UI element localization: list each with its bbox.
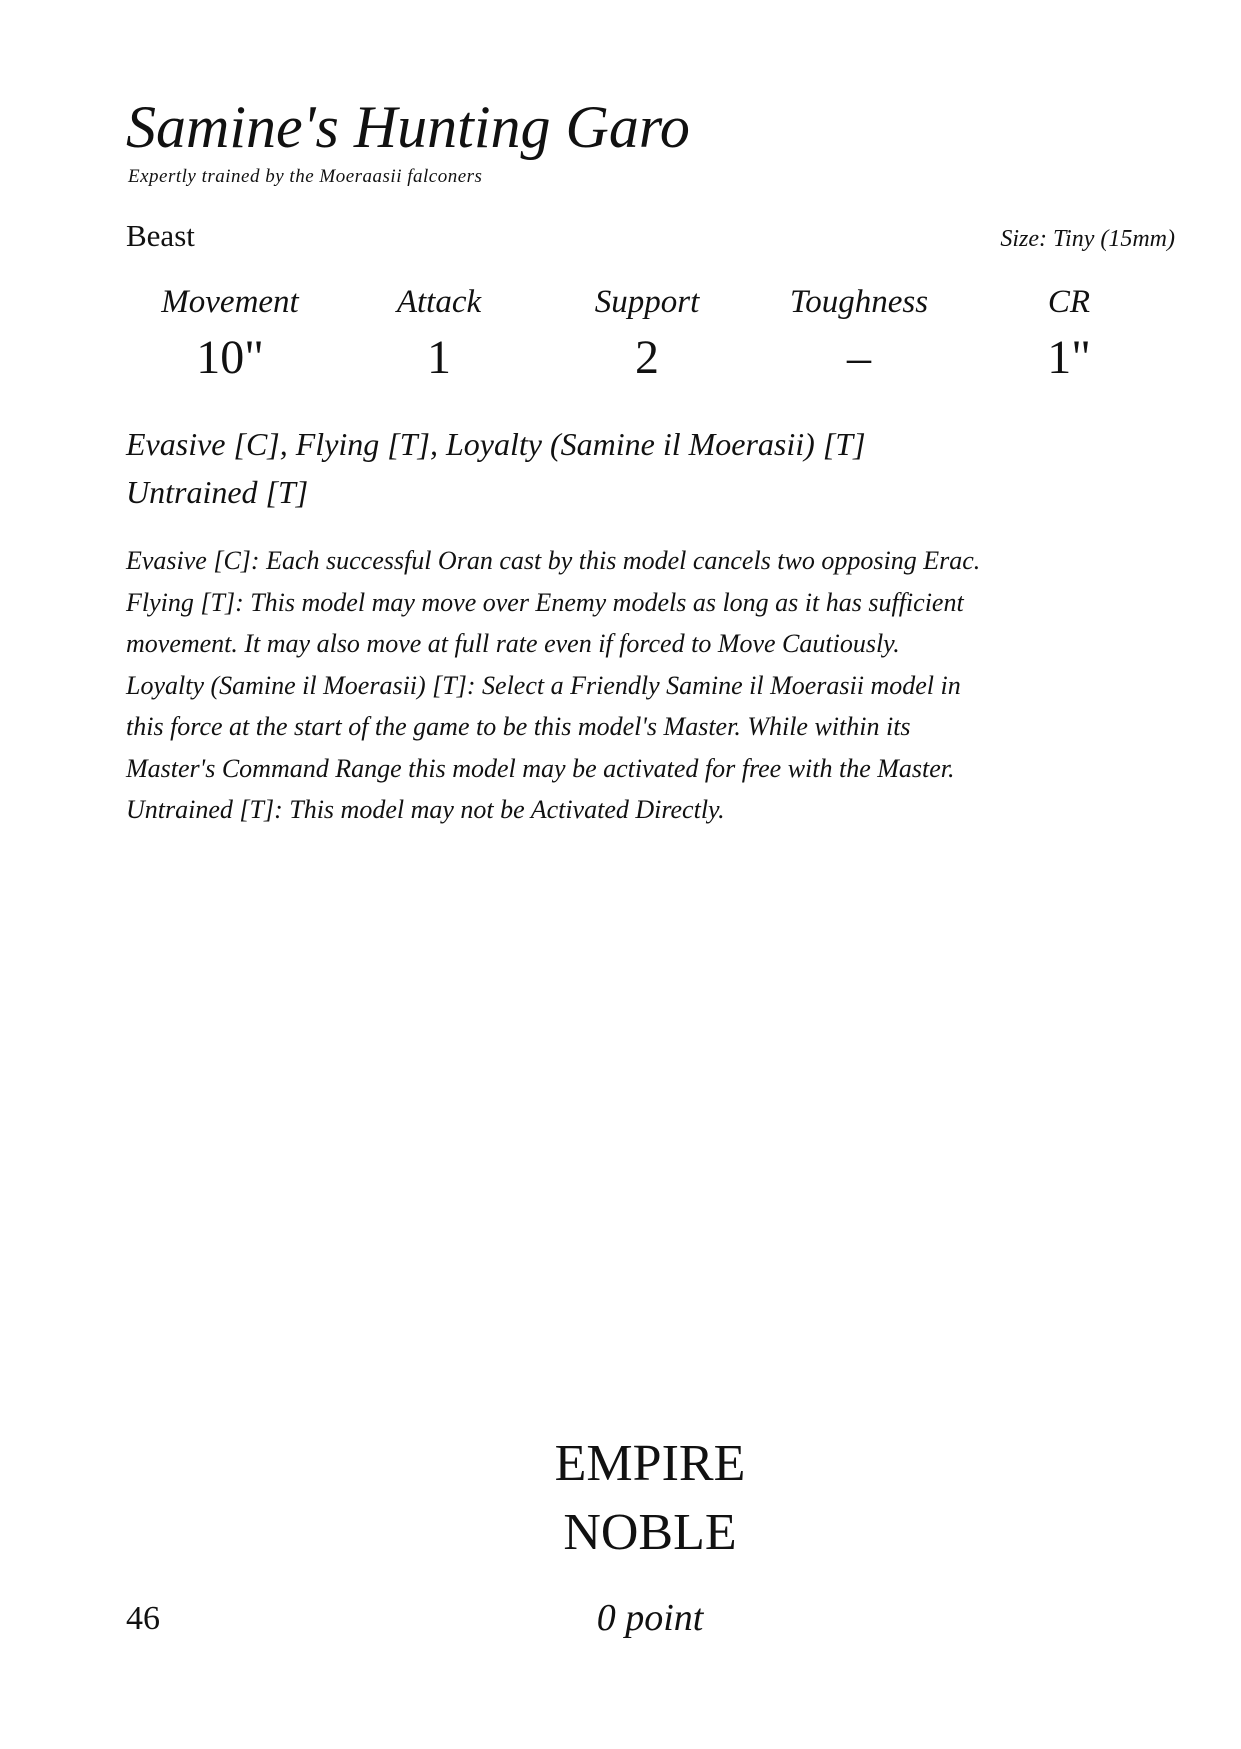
stat-value-cr: 1" <box>1047 331 1091 384</box>
stat-label-cr: CR <box>1047 284 1091 320</box>
faction-line: NOBLE <box>563 1504 737 1561</box>
stat-value-movement: 10" <box>196 331 264 384</box>
stat-label-attack: Attack <box>396 284 482 320</box>
rules-line: Untrained [T]: This model may not be Activated Directly. <box>126 795 725 824</box>
stat-value-attack: 1 <box>427 331 451 384</box>
card-subtitle: Expertly trained by the Moeraasii falconers <box>128 166 483 187</box>
stat-value-support: 2 <box>635 331 659 384</box>
stat-label-support: Support <box>594 284 700 320</box>
model-size: Size: Tiny (15mm) <box>1000 226 1175 252</box>
stat-value-toughness: – <box>847 331 871 384</box>
page-number: 46 <box>126 1600 160 1637</box>
stat-cr <box>969 282 1169 386</box>
stat-toughness <box>759 282 959 386</box>
rules-line: Evasive [C]: Each successful Oran cast by this model cancels two opposing Erac. <box>126 546 981 575</box>
points-cost: 0 point <box>596 1597 704 1639</box>
rules-line: Master's Command Range this model may be activated for free with the Master. <box>126 753 955 783</box>
faction-line: EMPIRE <box>554 1435 746 1492</box>
stat-support <box>547 282 747 386</box>
rules-line: Loyalty (Samine il Moerasii) [T]: Select a Friendly Samine il Moerasii model in <box>126 670 961 700</box>
rules-line: Flying [T]: This model may move over Enemy models as long as it has sufficient <box>126 587 964 617</box>
rules-text <box>126 540 1086 831</box>
rules-line: movement. It may also move at full rate even if forced to Move Cautiously. <box>126 629 900 658</box>
rules-line: this force at the start of the game to be this model's Master. While within its <box>126 712 911 741</box>
stat-label-toughness: Toughness <box>789 284 929 320</box>
traits-summary-line: Untrained [T] <box>126 474 309 510</box>
traits-summary-line: Evasive [C], Flying [T], Loyalty (Samine il Moerasii) [T] <box>126 426 866 462</box>
card-title: Samine's Hunting Garo <box>126 94 690 160</box>
stat-label-movement: Movement <box>161 284 299 320</box>
stat-attack <box>339 282 539 386</box>
stat-movement <box>130 282 330 386</box>
model-type: Beast <box>126 218 195 253</box>
